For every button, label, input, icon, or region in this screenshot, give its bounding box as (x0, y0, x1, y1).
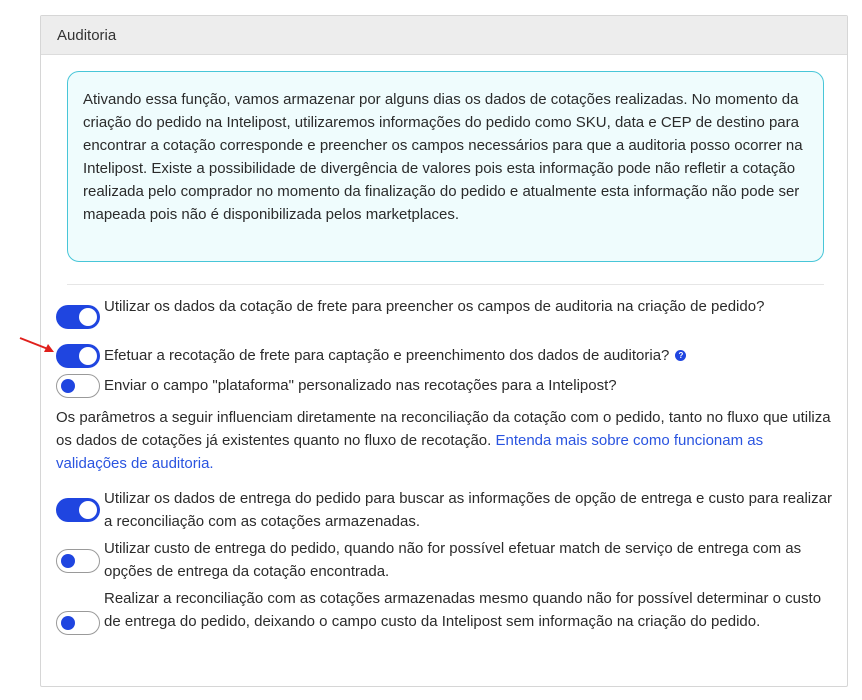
option-label-text: Efetuar a recotação de frete para captação e preenchimento dos dados de auditoria? (104, 347, 670, 364)
option-use-quote-data (56, 295, 836, 318)
option-reconcile-without-cost (56, 587, 836, 633)
annotation-arrow-icon (18, 336, 56, 354)
option-label: Utilizar custo de entrega do pedido, quando não for possível efetuar match de serviço de entrega com as opções de entrega da cotação encontrada. (104, 540, 802, 580)
learn-more-link[interactable]: Entenda mais sobre como funcionam as validações de auditoria. (56, 432, 764, 472)
auditoria-panel (40, 15, 848, 687)
toggle-requote[interactable] (56, 344, 100, 368)
toggle-knob (61, 379, 75, 393)
option-requote (56, 344, 836, 367)
option-use-delivery-data (56, 487, 836, 533)
toggle-use-delivery-cost[interactable] (56, 549, 100, 573)
toggle-use-delivery-data[interactable] (56, 498, 100, 522)
toggle-knob (61, 616, 75, 630)
option-label: Enviar o campo "plataforma" personalizado nas recotações para a Intelipost? (104, 377, 617, 394)
toggle-use-quote-data[interactable] (56, 305, 100, 329)
toggle-reconcile-without-cost[interactable] (56, 611, 100, 635)
option-label: Utilizar os dados de entrega do pedido para buscar as informações de opção de entrega e custo para realizar a reconciliação com as cotações armazenadas. (104, 490, 832, 530)
divider (67, 284, 824, 285)
option-label: Utilizar os dados da cotação de frete para preencher os campos de auditoria na criação de pedido? (104, 298, 765, 315)
option-use-delivery-cost (56, 537, 836, 583)
params-description (56, 406, 838, 475)
info-box: Ativando essa função, vamos armazenar por alguns dias os dados de cotações realizadas. No momento da criação do pedido na Intelipost, utilizaremos informações do pedido como SKU, data e CEP de destino para encontrar a cotação corresponde e preencher os campos necessários para que a auditoria posso ocorrer na Intelipost. Existe a possibilidade de divergência de valores pois esta informação pode não refletir a cotação realizada pelo comprador no momento da finalização do pedido e atualmente esta informação não pode ser mapeada pois não é disponibilizada pelos marketplaces. (67, 71, 824, 262)
panel-title: Auditoria (41, 16, 847, 55)
toggle-knob (61, 554, 75, 568)
toggle-knob (79, 501, 97, 519)
toggle-knob (79, 308, 97, 326)
toggle-send-platform[interactable] (56, 374, 100, 398)
option-label: Realizar a reconciliação com as cotações armazenadas mesmo quando não for possível determinar o custo de entrega do pedido, deixando o campo custo da Intelipost sem informação na criação do pedido. (104, 590, 822, 630)
question-icon[interactable]: ? (675, 350, 686, 361)
params-text: Os parâmetros a seguir influenciam diretamente na reconciliação da cotação com o pedido, tanto no fluxo que utiliza os dados de cotações já existentes quanto no fluxo de recotação. (56, 409, 831, 449)
toggle-knob (79, 347, 97, 365)
option-label (104, 344, 836, 367)
option-send-platform (56, 374, 836, 397)
